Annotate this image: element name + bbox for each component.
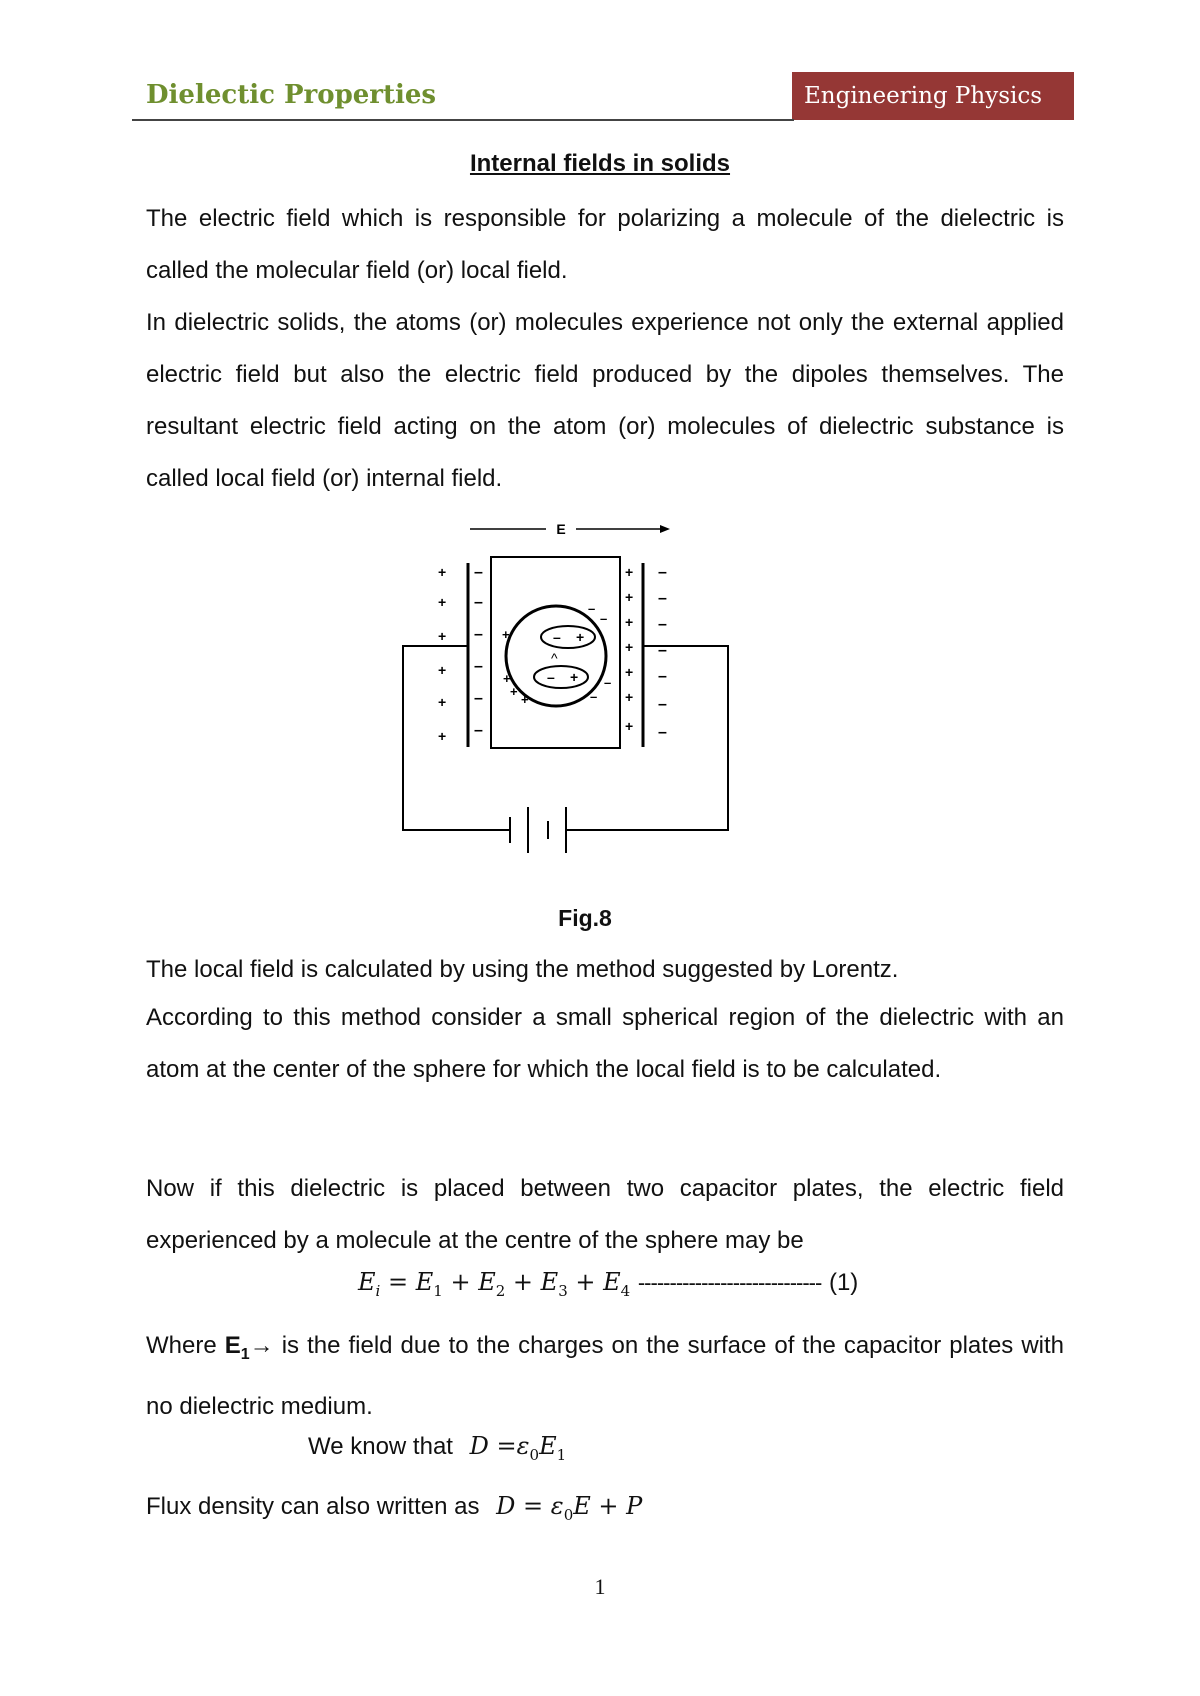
field-label: E xyxy=(556,521,566,537)
line-we-know: We know that $D =\varepsilon_0E_1$ xyxy=(308,1432,567,1464)
equation-local-field: $E_i = E_1 + E_2 + E_3 + E_4$ ----------------------------- (1) xyxy=(358,1268,859,1300)
svg-text:–: – xyxy=(474,564,483,581)
svg-text:+: + xyxy=(625,664,634,680)
svg-text:+: + xyxy=(625,639,634,655)
svg-text:–: – xyxy=(658,590,667,607)
right-plate-charges xyxy=(658,564,667,741)
svg-text:+: + xyxy=(438,694,447,710)
circuit-wire-right xyxy=(585,646,728,830)
svg-text:+: + xyxy=(510,684,518,699)
svg-text:–: – xyxy=(474,594,483,611)
paragraph-local-field: In dielectric solids, the atoms (or) molecules experience not only the external applied electric field but also the electric field produced by the dipoles themselves. The resultant electric field acting on the atom (or) molecules of dielectric substance is called local field (or) internal field. xyxy=(146,309,1064,492)
svg-text:–: – xyxy=(658,642,667,659)
slab-left-charges xyxy=(474,564,483,739)
svg-text:–: – xyxy=(600,611,608,626)
svg-text:–: – xyxy=(474,690,483,707)
capacitor-dielectric-figure xyxy=(398,515,738,895)
svg-text:+: + xyxy=(438,628,447,644)
svg-text:–: – xyxy=(658,564,667,581)
paragraph-capacitor: Now if this dielectric is placed between two capacitor plates, the electric field experienced by a molecule at the centre of the sphere may be xyxy=(146,1175,1064,1254)
svg-text:+: + xyxy=(502,627,510,642)
section-heading: Internal fields in solids xyxy=(469,150,731,177)
dipole-charges xyxy=(547,629,584,685)
svg-text:–: – xyxy=(658,724,667,741)
svg-text:+: + xyxy=(521,692,529,707)
svg-text:–: – xyxy=(588,601,596,616)
svg-text:+: + xyxy=(438,564,447,580)
svg-text:+: + xyxy=(438,728,447,744)
dipole-lower xyxy=(534,666,588,688)
svg-text:–: – xyxy=(590,689,598,704)
svg-text:+: + xyxy=(438,594,447,610)
figure-caption: Fig.8 xyxy=(558,905,612,931)
circuit-wire-left xyxy=(403,646,510,830)
svg-text:–: – xyxy=(604,675,612,690)
page-number: 1 xyxy=(594,1574,606,1599)
svg-text:+: + xyxy=(625,564,634,580)
header-subject-badge: Engineering Physics xyxy=(792,72,1074,120)
dipole-upper xyxy=(541,626,595,648)
svg-text:+: + xyxy=(570,669,579,685)
svg-text:+: + xyxy=(625,718,634,734)
paragraph-lorentz: The local field is calculated by using the method suggested by Lorentz. xyxy=(146,956,899,983)
svg-text:–: – xyxy=(547,669,555,685)
header-rule xyxy=(132,119,794,121)
svg-text:–: – xyxy=(658,696,667,713)
svg-text:+: + xyxy=(625,589,634,605)
battery-icon xyxy=(510,807,585,853)
left-plate-charges xyxy=(438,564,446,744)
svg-text:–: – xyxy=(474,658,483,675)
paragraph-method: According to this method consider a small spherical region of the dielectric with an atom at the center of the sphere for which the local field is to be calculated. xyxy=(146,1004,1064,1083)
line-flux-density: Flux density can also written as $D = \varepsilon_0E + P$ xyxy=(146,1492,643,1524)
field-arrow xyxy=(470,521,670,537)
svg-text:+: + xyxy=(625,614,634,630)
svg-text:–: – xyxy=(474,722,483,739)
svg-text:+: + xyxy=(625,689,634,705)
paragraph-definition: The electric field which is responsible for polarizing a molecule of the dielectric is called the molecular field (or) local field. xyxy=(146,205,1064,284)
svg-text:+: + xyxy=(576,629,585,645)
svg-text:–: – xyxy=(553,629,561,645)
svg-text:+: + xyxy=(438,662,447,678)
svg-text:+: + xyxy=(503,671,511,686)
header-section-title: Dielectic Properties xyxy=(146,80,437,110)
svg-text:–: – xyxy=(658,616,667,633)
svg-text:–: – xyxy=(474,626,483,643)
equation-number: (1) xyxy=(828,1269,859,1296)
svg-text:–: – xyxy=(658,668,667,685)
svg-text:^: ^ xyxy=(551,650,558,666)
paragraph-e1-definition: Where $E_1\to$ is the field due to the charges on the surface of the capacitor plates with no dielectric medium. xyxy=(146,1332,1065,1420)
slab-right-charges xyxy=(625,564,633,734)
